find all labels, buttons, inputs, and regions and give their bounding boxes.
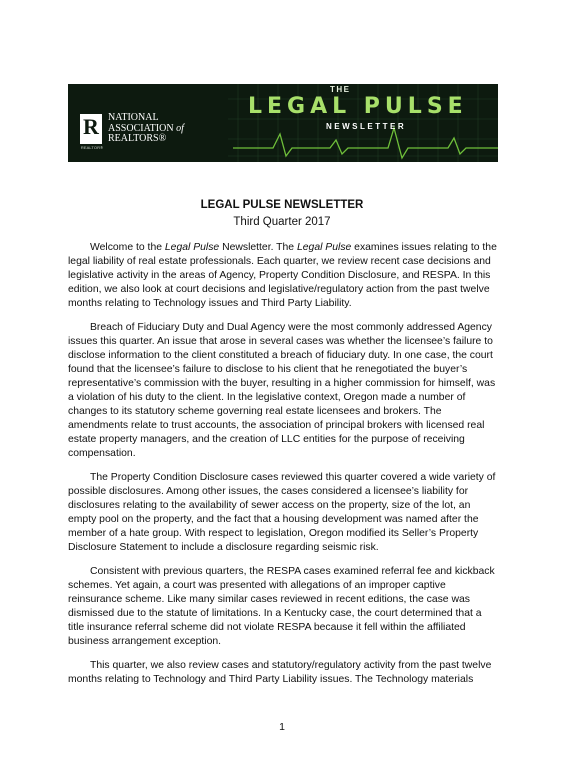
page-subtitle: Third Quarter 2017 [233, 216, 331, 228]
association-line-1: NATIONAL [108, 112, 159, 123]
page-title: LEGAL PULSE NEWSLETTER [200, 199, 364, 211]
association-line-2: ASSOCIATION of [108, 122, 184, 134]
paragraph-welcome: Welcome to the Legal Pulse Newsletter. The Legal Pulse examines issues relating to the legal liability of real estate professionals. Each quarter, we review recent case decisions and legislative activity in the areas of Agency, Property Condition Disclosure, and RESPA. In this edition, we also look at court decisions and legislative/regulatory action from the past twelve months relating to Technology issues and Third Party Liability. [68, 242, 497, 309]
paragraph-property-disclosure: The Property Condition Disclosure cases reviewed this quarter covered a wide variety of possible disclosures. Among other issues, the cases considered a licensee’s liability for disclosures relating to the availability of sewer access on the property, size of the lot, an empty pool on the property, and the fact that a housing development was named after the member of a hate group. With respect to legislation, Oregon modified its Seller’s Property Disclosure Statement to include a disclosure regarding seismic risk. [68, 472, 496, 553]
paragraph-technology: This quarter, we also review cases and statutory/regulatory activity from the past twelve months relating to Technology and Third Party Liability issues. The Technology materials [68, 660, 492, 685]
realtor-logo: R [80, 114, 102, 144]
association-name [108, 113, 184, 145]
realtor-logo-caption: REALTOR® [80, 145, 104, 150]
association-line-3: REALTORS® [108, 133, 167, 144]
paragraph-agency: Breach of Fiduciary Duty and Dual Agency were the most commonly addressed Agency issues this quarter. An issue that arose in several cases was whether the licensee’s failure to disclose information to the client constituted a breach of fiduciary duty. In one case, the court found that the licensee’s failure to disclose to his client that he renegotiated the buyer’s representative’s commission with the buyer, resulting in a higher commission for himself, was a violation of his duty to the client. In the legislative context, Oregon made a number of changes to its statutory scheme governing real estate licensees and brokers. The amendments relate to trust accounts, the association of principal brokers with licensed real estate property managers, and the creation of LLC entities for the purpose of receiving compensation. [68, 322, 496, 459]
header-banner [68, 84, 498, 162]
paragraph-respa: Consistent with previous quarters, the RESPA cases examined referral fee and kickback schemes. Yet again, a court was presented with allegations of an improper captive reinsurance scheme. Like many similar cases reviewed in recent editions, the case was dismissed due to the statute of limitations. In a Kentucky case, the court determined that a title insurance referral scheme did not violate RESPA because it fell within the affiliated business arrangement exception. [68, 566, 495, 647]
banner-subtitle: NEWSLETTER [326, 122, 407, 131]
article-body [68, 241, 500, 697]
banner-the: THE [330, 85, 351, 94]
banner-title: LEGAL PULSE [248, 94, 468, 119]
page-number: 1 [279, 721, 285, 733]
